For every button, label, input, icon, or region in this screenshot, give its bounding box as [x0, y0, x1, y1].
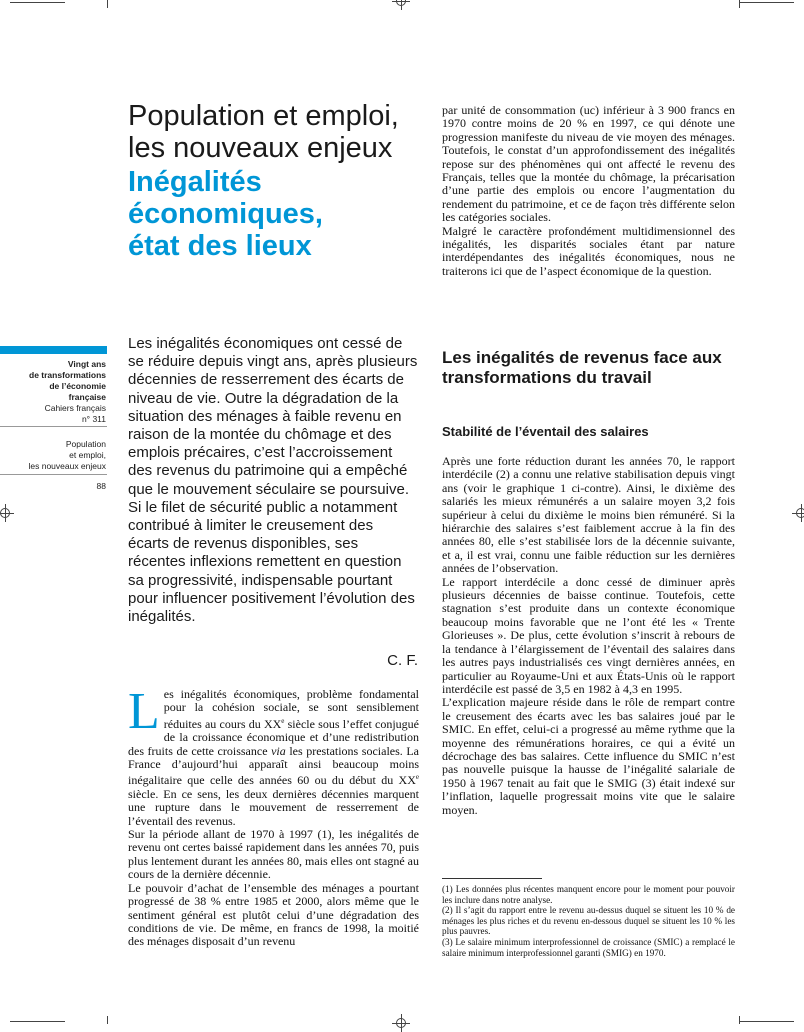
title-line-1: Population et emploi, — [128, 100, 399, 132]
paragraph: Après une forte réduction durant les années 70, le rapport interdécile (2) a connu une relative stabilisation depuis vingt ans (voir le graphique 1 ci-contre). Ainsi, le dixième des salariés les mieux rémunérés a un salaire moyen 3,2 fois supérieur à celui du dixième le moins bien rémunéré. Si la hiérarchie des salaires s’est faiblement accrue à la fin des années 80, elle s’est stabilisée lors de la décennie suivante, et a, il est vrai, connu une faible réduction sur les dernières années de l’observation. — [442, 454, 735, 576]
lead-paragraph: Les inégalités économiques ont cessé de se réduire depuis vingt ans, après plusieurs décennies de resserrement des écarts de niveau de vie. Outre la dégradation de la situation des ménages à faible revenu en raison de la montée du chômage et des emplois précaires, c’est l’accroissement des revenus du patrimoine qui a empêché que le mouvement séculaire se poursuive. Si le filet de sécurité public a notamment contribué à limiter le creusement des écarts de revenus disponibles, ses récentes inflexions remettent en question sa progressivité, indispensable pourtant pour influencer positivement l’évolution des inégalités. — [128, 335, 418, 626]
paragraph: Le rapport interdécile a donc cessé de diminuer après plusieurs décennies de baisse continue. Toutefois, cette stagnation s’est produite dans un contexte économique beaucoup moins favorable que ne l’ont été les « Trente Glorieuses ». De plus, cette évolution s’inscrit à rebours de la tendance à l’élargissement de l’éventail des salaires dans les autres pays industrialisés ces vingt dernières années, en particulier au Royaume-Uni et aux États-Unis où le rapport interdécile est passé de 3,5 en 1982 à 4,3 en 1995. — [442, 574, 735, 696]
subtitle-line-2: économiques, — [128, 198, 323, 230]
sidebar-text: n° 311 — [81, 414, 106, 424]
paragraph: Sur la période allant de 1970 à 1997 (1), les inégalités de revenu ont certes baissé rapidement dans les années 70, puis plus lentement durant les années 80, mais elles ont stagné au cours de la dernière décennie. — [128, 827, 419, 882]
registration-mark — [796, 508, 804, 518]
crop-mark — [739, 1016, 740, 1024]
crop-mark — [107, 0, 108, 8]
subsection-heading: Stabilité de l’éventail des salaires — [442, 424, 649, 439]
sidebar-text: française — [68, 392, 106, 402]
sidebar-accent-bar — [0, 346, 107, 354]
crop-mark — [10, 2, 65, 3]
intro-continued — [442, 104, 735, 278]
registration-mark — [396, 0, 406, 6]
footnote: (2) Il s’agit du rapport entre le revenu au-dessus duquel se situent les 10 % de ménages les plus riches et du revenu en-dessous duquel se situent les 10 % les plus pauvres. — [442, 905, 735, 937]
sidebar-issue-info — [29, 359, 106, 425]
paragraph — [128, 683, 420, 828]
sidebar-section-info — [28, 439, 106, 472]
text-run: siècle. En ce sens, les deux dernières décennies marquent une rupture dans le mouvement de resserrement de l’éventail des revenus. — [128, 786, 419, 828]
text-run: siècle sous l’effet conjugué de la croissance économique et d’une redistribution des fruits de cette croissance — [128, 716, 419, 758]
paragraph: par unité de consommation (uc) inférieur à 3 900 francs en 1970 contre moins de 20 % en 1997, ce qui dénote une progression manifeste du niveau de vie moyen des ménages. Toutefois, le constat d’un approfondissement des inégalités repose sur des phénomènes qui ont affecté le revenu des Français, telles que la montée du chômage, la précarisation d’une partie des emplois ou encore l’augmentation du rendement du patrimoine, et ce de façon très différente selon les catégories sociales. — [442, 103, 735, 225]
sidebar-text: les nouveaux enjeux — [28, 461, 106, 471]
superscript: e — [281, 716, 285, 725]
sidebar-text: et emploi, — [69, 450, 106, 460]
text-run: es inégalités économiques, problème fondamental pour la cohésion sociale, se sont sensiblement réduites au cours du XX — [163, 687, 419, 731]
subtitle-line-1: Inégalités — [128, 166, 262, 198]
crop-mark — [10, 1021, 65, 1022]
paragraph: Le pouvoir d’achat de l’ensemble des ménages a pourtant progressé de 38 % entre 1985 et 2000, alors même que le sentiment général est plutôt celui d’une dégradation des conditions de vie. De même, en francs de 1998, la moitié des ménages disposait d’un revenu — [128, 880, 419, 949]
title-line-2: les nouveaux enjeux — [128, 132, 393, 164]
author-signature: C. F. — [387, 652, 418, 669]
crop-mark — [739, 1021, 794, 1022]
body-column-right — [442, 455, 735, 817]
superscript: e — [415, 773, 419, 782]
text-run: les prestations sociales. La France d’aujourd’hui apparaît ainsi beaucoup moins inégalitaire que celle des années 60 ou du début du XX — [128, 743, 420, 788]
sidebar-text: de l’économie — [49, 381, 106, 391]
subtitle-line-3: état des lieux — [128, 230, 312, 262]
section-heading: Les inégalités de revenus face aux transformations du travail — [442, 348, 722, 387]
sidebar-text: Vingt ans — [67, 359, 106, 369]
registration-mark — [0, 508, 10, 518]
paragraph: Malgré le caractère profondément multidimensionnel des inégalités, les disparités sociales étant par nature interdépendantes des inégalités économiques, nous ne traiterons ici que de l’aspect économique de la question. — [442, 223, 735, 278]
body-column-left — [128, 683, 420, 949]
sidebar-divider — [0, 474, 107, 475]
sidebar-divider — [0, 426, 107, 427]
crop-mark — [739, 0, 740, 8]
footnote: (3) Le salaire minimum interprofessionnel de croissance (SMIC) a remplacé le salaire minimum interprofessionnel garanti (SMIG) en 1970. — [442, 936, 735, 958]
article-title — [128, 100, 428, 262]
sidebar-text: de transformations — [29, 370, 106, 380]
paragraph: L’explication majeure réside dans le rôle de rempart contre le creusement des écarts avec les bas salaires joué par le SMIC. En effet, celui-ci a progressé au même rythme que la moyenne des rémunérations horaires, ce qui a évité un décrochage des bas salaires. Cette influence du SMIC n’est pas nouvelle puisque la hausse de l’inégalité salariale de 1950 à 1967 tenait au fait que le SMIG (3) était indexé sur l’inflation, laquelle progressait moins vite que le salaire moyen. — [442, 695, 735, 817]
sidebar-text: Population — [65, 439, 106, 449]
footnotes — [442, 884, 735, 958]
footnote-divider — [442, 878, 542, 879]
page-number: 88 — [96, 481, 106, 491]
italic-text: via — [271, 743, 286, 758]
footnote: (1) Les données plus récentes manquent encore pour le moment pour pouvoir les inclure dans notre analyse. — [442, 884, 735, 905]
drop-cap: L — [128, 683, 160, 740]
registration-mark — [396, 1018, 406, 1028]
crop-mark — [107, 1016, 108, 1024]
crop-mark — [739, 2, 794, 3]
sidebar-text: Cahiers français — [44, 403, 106, 413]
